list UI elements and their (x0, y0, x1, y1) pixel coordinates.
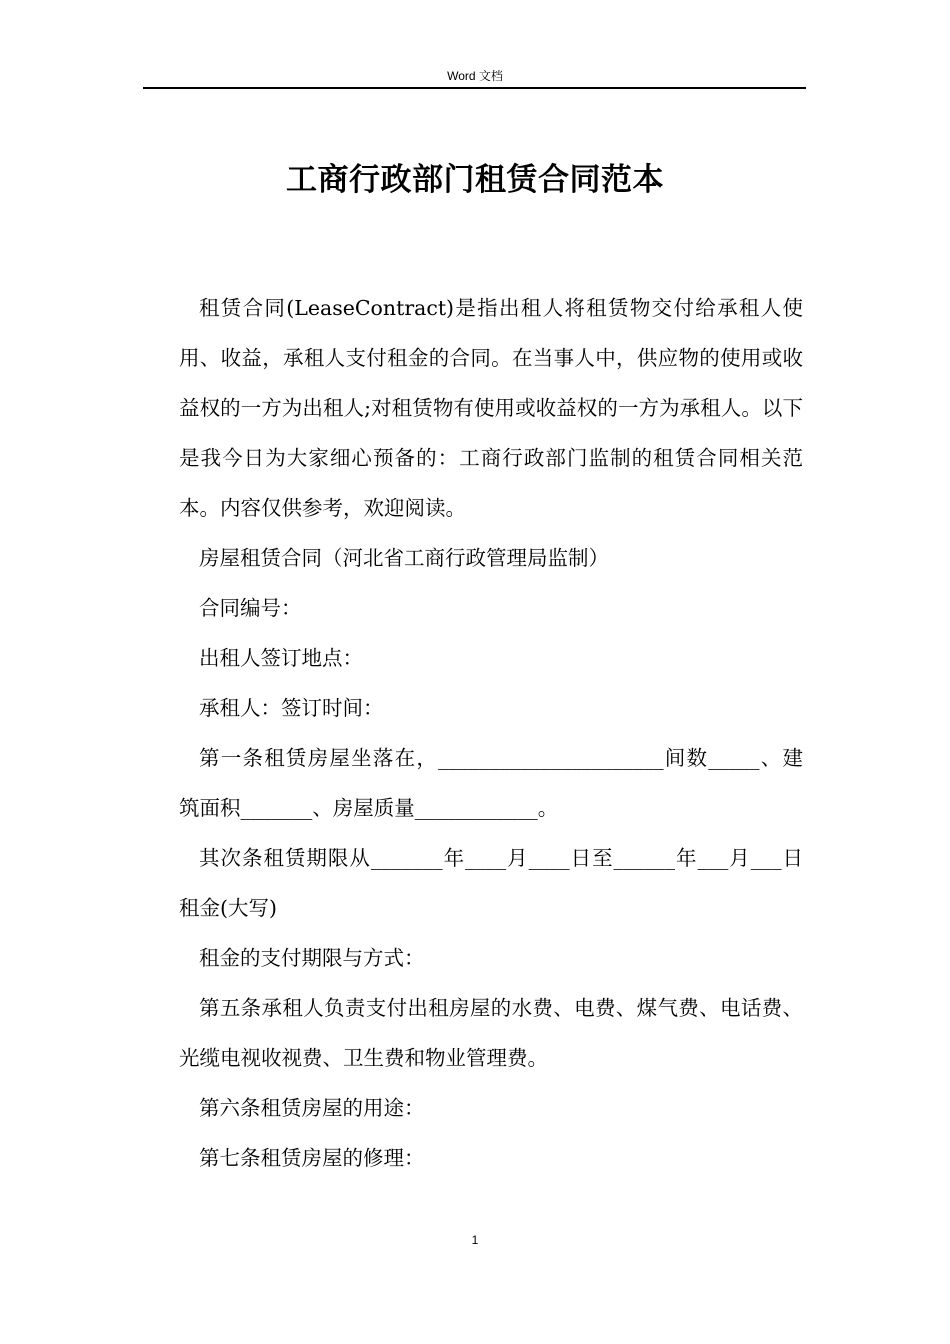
article-7-repair: 第七条租赁房屋的修理： (199, 1146, 425, 1170)
contract-number-line: 合同编号： (199, 596, 302, 620)
article-5-utilities: 第五条承租人负责支付出租房屋的水费、电费、煤气费、电话费、光缆电视收视费、卫生费和物业管理费。 (179, 996, 803, 1070)
document-title: 工商行政部门租赁合同范本 (286, 162, 664, 198)
lessor-signing-place-line: 出租人签订地点： (199, 646, 363, 670)
lessee-signing-time-line: 承租人：签订时间： (199, 696, 384, 720)
intro-paragraph: 租赁合同(LeaseContract)是指出租人将租赁物交付给承租人使用、收益，承租人支付租金的合同。在当事人中，供应物的使用或收益权的一方为出租人;对租赁物有使用或收益权的一方为承租人。以下是我今日为大家细心预备的：工商行政部门监制的租赁合同相关范本。内容仅供参考，欢迎阅读。 (179, 296, 803, 520)
header-divider (143, 87, 806, 89)
rent-payment-line: 租金的支付期限与方式： (199, 946, 425, 970)
contract-heading: 房屋租赁合同（河北省工商行政管理局监制） (199, 546, 609, 570)
page-header: Word 文档 (447, 69, 503, 83)
page-number: 1 (471, 1233, 479, 1247)
article-6-usage: 第六条租赁房屋的用途： (199, 1096, 425, 1120)
document-body (179, 283, 803, 1183)
article-1-location: 第一条租赁房屋坐落在，______________________间数_____、建筑面积_______、房屋质量____________。 (179, 746, 803, 820)
article-2-term: 其次条租赁期限从_______年____月____日至______年___月___日租金(大写) (179, 846, 803, 920)
